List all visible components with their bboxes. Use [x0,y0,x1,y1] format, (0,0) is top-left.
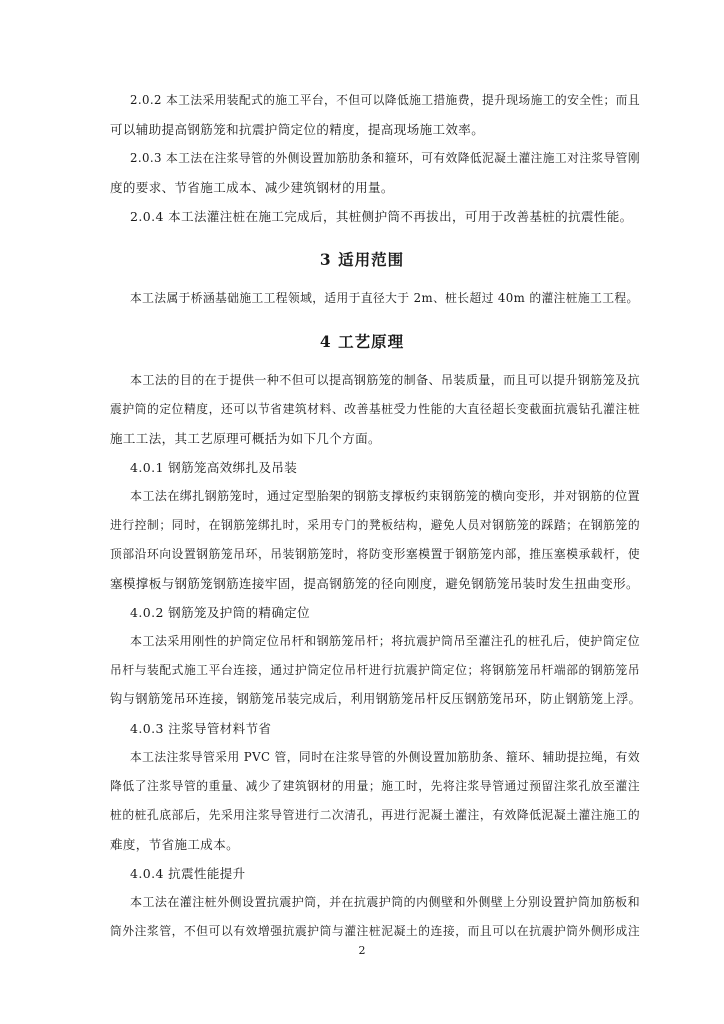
para-2-0-3-line1: 2.0.3 本工法在注浆导管的外侧设置加筋肋条和箍环，可有效降低泥凝土灌注施工对注浆导管刚 [130,151,640,165]
subsection-4-0-1-line2: 进行控制；同时，在钢筋笼绑扎时，采用专门的凳板结构，避免人员对钢筋笼的踩踏；在钢筋笼的 [110,518,640,532]
subsection-4-0-2-title: 4.0.2 钢筋笼及护筒的精确定位 [130,605,311,620]
subsection-4-0-1-title: 4.0.1 钢筋笼高效绑扎及吊装 [130,460,298,475]
para-2-0-2-line1: 2.0.2 本工法采用装配式的施工平台，不但可以降低施工措施费，提升现场施工的安全性；而且 [130,93,640,107]
subsection-4-0-1-line4: 塞模撑板与钢筋笼钢筋连接牢固，提高钢筋笼的径向刚度，避免钢筋笼吊装时发生扭曲变形。 [110,576,639,591]
section-3-para: 本工法属于桥涵基础施工工程领域，适用于直径大于 2m、桩长超过 40m 的灌注桩施工工程。 [130,291,639,305]
subsection-4-0-4-title: 4.0.4 抗震性能提升 [130,866,246,881]
subsection-4-0-2-line1: 本工法采用刚性的护筒定位吊杆和钢筋笼吊杆；将抗震护筒吊至灌注孔的桩孔后，使护筒定位 [130,634,640,648]
subsection-4-0-3-line1: 本工法注浆导管采用 PVC 管，同时在注浆导管的外侧设置加筋肋条、箍环、辅助提拉绳，有效 [130,750,640,764]
para-2-0-4: 2.0.4 本工法灌注桩在施工完成后，其桩侧护筒不再拔出，可用于改善基桩的抗震性能。 [130,209,633,224]
page-number: 2 [358,944,366,957]
subsection-4-0-2-line3: 钩与钢筋笼吊环连接，钢筋笼吊装完成后，利用钢筋笼吊杆反压钢筋笼吊环，防止钢筋笼上浮。 [110,692,642,706]
subsection-4-0-3-line3: 桩的桩孔底部后，先采用注浆导管进行二次清孔，再进行泥凝土灌注，有效降低泥凝土灌注施工的 [110,808,640,822]
para-2-0-3-line2: 度的要求、节省施工成本、减少建筑钢材的用量。 [110,180,394,195]
subsection-4-0-4-line2: 筒外注浆管，不但可以有效增强抗震护筒与灌注桩泥凝土的连接，而且可以在抗震护筒外侧形成注 [110,924,640,938]
section-4-intro-line3: 施工工法，其工艺原理可概括为如下几个方面。 [110,431,381,446]
subsection-4-0-3-title: 4.0.3 注浆导管材料节省 [130,721,272,736]
subsection-4-0-3-line2: 降低了注浆导管的重量、减少了建筑钢材的用量；施工时，先将注浆导管通过预留注浆孔放至灌注 [110,779,640,793]
section-3-heading: 3 适用范围 [319,250,405,269]
section-4-intro-line1: 本工法的目的在于提供一种不但可以提高钢筋笼的制备、吊装质量，而且可以提升钢筋笼及抗 [130,373,640,387]
subsection-4-0-3-line4: 难度，节省施工成本。 [110,837,240,852]
subsection-4-0-1-line3: 顶部沿环向设置钢筋笼吊环，吊装钢筋笼时，将防变形塞模置于钢筋笼内部，推压塞模承载杆，使 [110,547,640,561]
subsection-4-0-1-line1: 本工法在绑扎钢筋笼时，通过定型胎架的钢筋支撑板约束钢筋笼的横向变形，并对钢筋的位置 [130,489,640,503]
para-2-0-2-line2: 可以辅助提高钢筋笼和抗震护筒定位的精度，提高现场施工效率。 [110,122,485,137]
subsection-4-0-2-line2: 吊杆与装配式施工平台连接，通过护筒定位吊杆进行抗震护筒定位；将钢筋笼吊杆端部的钢筋笼吊 [110,663,640,677]
section-4-heading: 4 工艺原理 [319,332,405,351]
subsection-4-0-4-line1: 本工法在灌注桩外侧设置抗震护筒，并在抗震护筒的内侧壁和外侧壁上分别设置护筒加筋板和 [130,895,640,909]
section-4-intro-line2: 震护筒的定位精度，还可以节省建筑材料、改善基桩受力性能的大直径超长变截面抗震钻孔灌注桩 [110,402,640,416]
